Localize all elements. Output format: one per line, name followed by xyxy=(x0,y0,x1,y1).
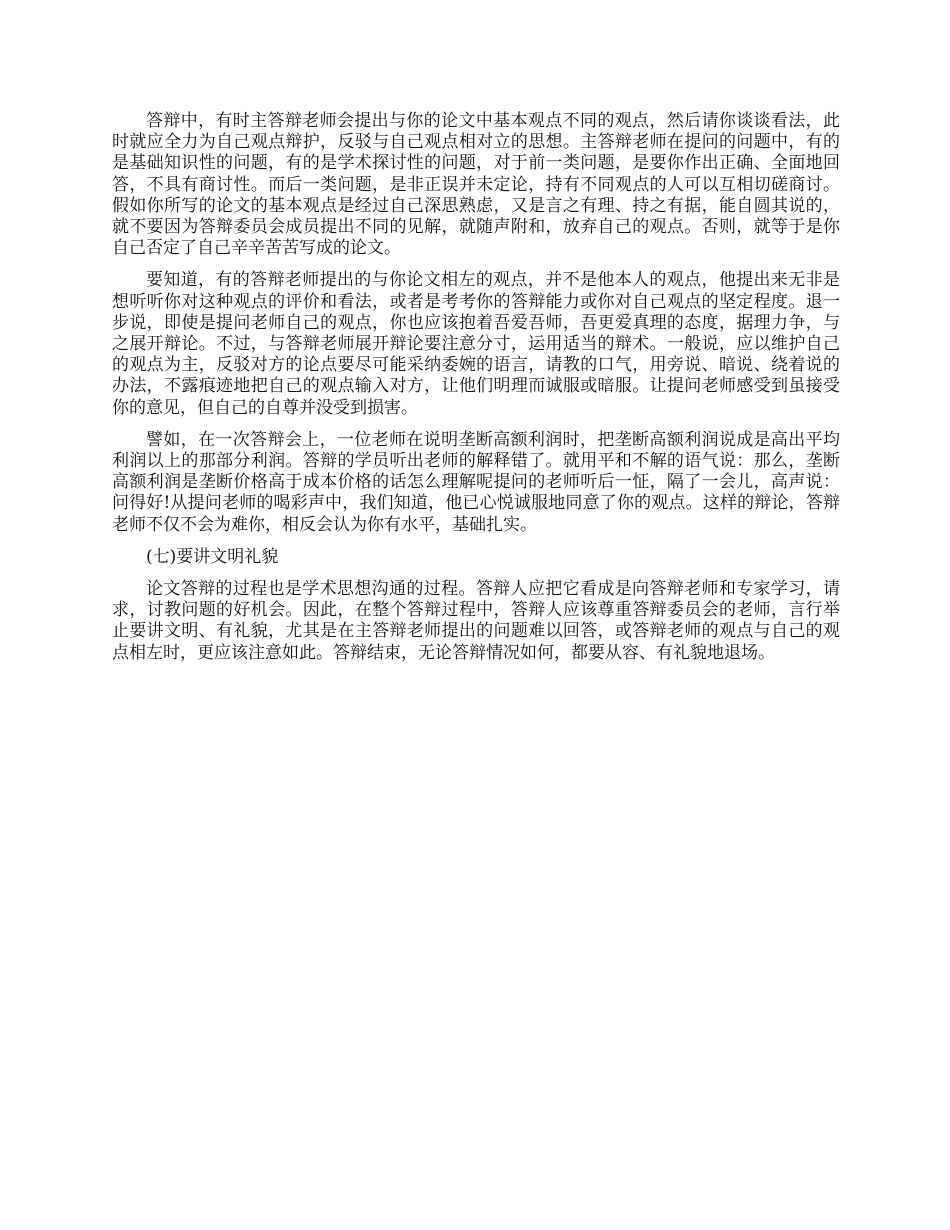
paragraph-example: 譬如，在一次答辩会上，一位老师在说明垄断高额利润时，把垄断高额利润说成是高出平均利润以上的那部分利润。答辩的学员听出老师的解释错了。就用平和不解的语气说：那么，垄断高额利润是垄断价格高于成本价格的话怎么理解呢提问的老师听后一怔，隔了一会儿，高声说：问得好!从提问老师的喝彩声中，我们知道，他已心悦诚服地同意了你的观点。这样的辩论，答辩老师不仅不会为难你，相反会认为你有水平，基础扎实。 xyxy=(112,429,840,535)
section-heading: (七)要讲文明礼貌 xyxy=(146,546,279,567)
paragraph-courtesy: 论文答辩的过程也是学术思想沟通的过程。答辩人应把它看成是向答辩老师和专家学习，请求，讨教问题的好机会。因此，在整个答辩过程中，答辩人应该尊重答辩委员会的老师，言行举止要讲文明、有礼貌，尤其是在主答辩老师提出的问题难以回答，或答辩老师的观点与自己的观点相左时，更应该注意如此。答辩结束，无论答辩情况如何，都要从容、有礼貌地退场。 xyxy=(112,579,840,663)
document-page xyxy=(112,111,840,675)
paragraph-defend-viewpoint: 答辩中，有时主答辩老师会提出与你的论文中基本观点不同的观点，然后请你谈谈看法，此时就应全力为自己观点辩护，反驳与自己观点相对立的思想。主答辩老师在提问的问题中，有的是基础知识性的问题，有的是学术探讨性的问题，对于前一类问题，是要你作出正确、全面地回答，不具有商讨性。而后一类问题，是非正误并未定论，持有不同观点的人可以互相切磋商讨。假如你所写的论文的基本观点是经过自己深思熟虑，又是言之有理、持之有据，能自圆其说的，就不要因为答辩委员会成员提出不同的见解，就随声附和，放弃自己的观点。否则，就等于是你自己否定了自己辛辛苦苦写成的论文。 xyxy=(112,111,840,259)
paragraph-debate-tactics: 要知道，有的答辩老师提出的与你论文相左的观点，并不是他本人的观点，他提出来无非是想听听你对这种观点的评价和看法，或者是考考你的答辩能力或你对自己观点的坚定程度。退一步说，即使是提问老师自己的观点，你也应该抱着吾爱吾师，吾更爱真理的态度，据理力争，与之展开辩论。不过，与答辩老师展开辩论要注意分寸，运用适当的辩术。一般说，应以维护自己的观点为主，反驳对方的论点要尽可能采纳委婉的语言，请教的口气，用旁说、暗说、绕着说的办法，不露痕迹地把自己的观点输入对方，让他们明理而诚服或暗服。让提问老师感受到虽接受你的意见，但自己的自尊并没受到损害。 xyxy=(112,270,840,418)
